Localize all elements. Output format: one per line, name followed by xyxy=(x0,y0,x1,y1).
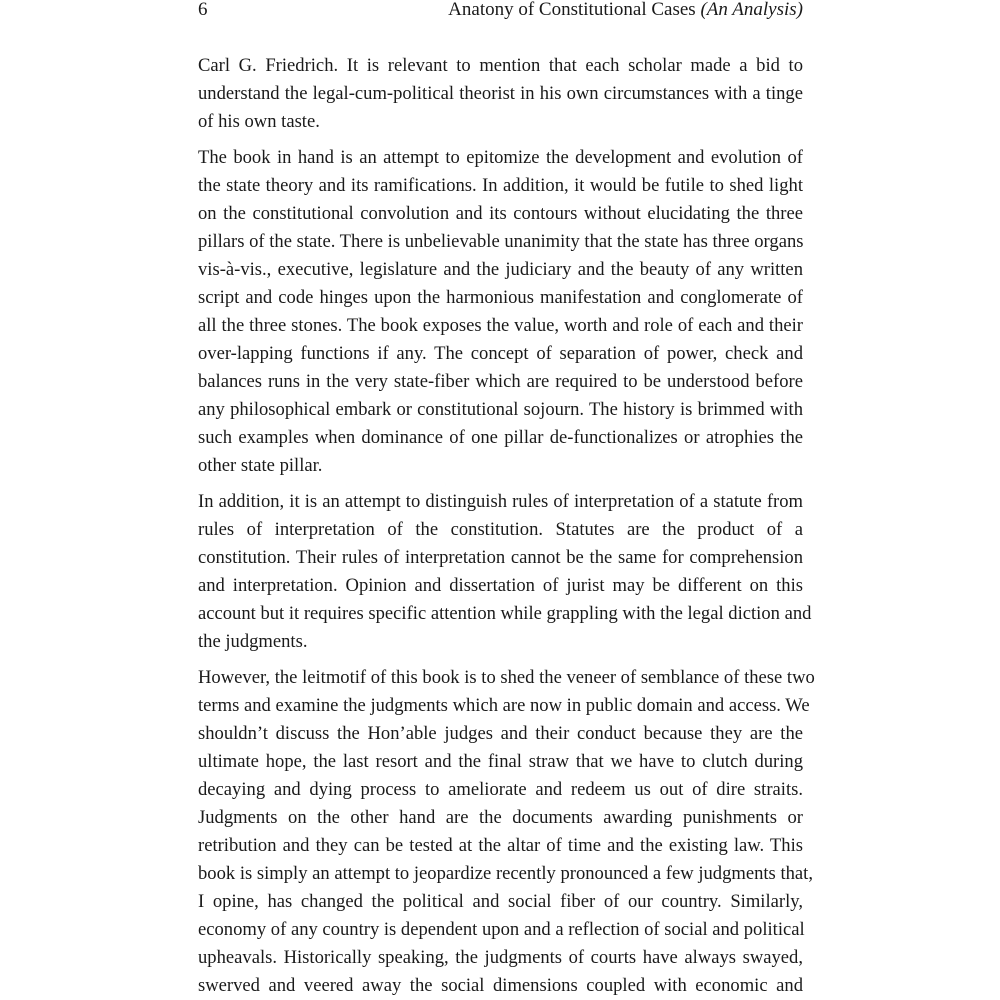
text-line: any philosophical embark or constitutional sojourn. The history is brimmed with xyxy=(198,399,803,420)
text-line: In addition, it is an attempt to distinguish rules of interpretation of a statute from xyxy=(198,491,803,512)
text-line: of his own taste. xyxy=(198,111,320,132)
text-line: such examples when dominance of one pillar de-functionalizes or atrophies the xyxy=(198,427,803,448)
text-line: economy of any country is dependent upon and a reflection of social and political xyxy=(198,919,805,940)
text-line: other state pillar. xyxy=(198,455,323,476)
text-line: terms and examine the judgments which are now in public domain and access. We xyxy=(198,695,810,716)
text-line: Judgments on the other hand are the documents awarding punishments or xyxy=(198,807,803,828)
text-line: I opine, has changed the political and social fiber of our country. Similarly, xyxy=(198,891,803,912)
text-line: vis-à-vis., executive, legislature and the judiciary and the beauty of any written xyxy=(198,259,803,280)
text-line: pillars of the state. There is unbelievable unanimity that the state has three organs xyxy=(198,231,804,252)
text-line: rules of interpretation of the constitution. Statutes are the product of a xyxy=(198,519,803,540)
text-line: constitution. Their rules of interpretation cannot be the same for comprehension xyxy=(198,547,803,568)
text-line: retribution and they can be tested at the altar of time and the existing law. This xyxy=(198,835,803,856)
text-line: shouldn’t discuss the Hon’able judges and their conduct because they are the xyxy=(198,723,803,744)
page-header xyxy=(198,0,803,24)
paragraph-1 xyxy=(198,52,803,136)
book-title: Anatony of Constitutional Cases xyxy=(448,0,701,20)
text-line: and interpretation. Opinion and dissertation of jurist may be different on this xyxy=(198,575,803,596)
text-line: swerved and veered away the social dimensions coupled with economic and xyxy=(198,975,803,996)
text-line: account but it requires specific attention while grappling with the legal diction and xyxy=(198,603,812,624)
running-title xyxy=(448,0,803,20)
text-line: all the three stones. The book exposes the value, worth and role of each and their xyxy=(198,315,803,336)
text-line: decaying and dying process to ameliorate and redeem us out of dire straits. xyxy=(198,779,803,800)
text-line: on the constitutional convolution and its contours without elucidating the three xyxy=(198,203,803,224)
text-line: script and code hinges upon the harmonious manifestation and conglomerate of xyxy=(198,287,803,308)
paragraph-2 xyxy=(198,144,803,480)
body-text xyxy=(198,52,815,1000)
text-line: over-lapping functions if any. The concept of separation of power, check and xyxy=(198,343,803,364)
paragraph-3 xyxy=(198,488,812,656)
text-line: The book in hand is an attempt to epitomize the development and evolution of xyxy=(198,147,803,168)
text-line: the state theory and its ramifications. In addition, it would be futile to shed light xyxy=(198,175,803,196)
text-line: understand the legal-cum-political theorist in his own circumstances with a tinge xyxy=(198,83,803,104)
text-line: ultimate hope, the last resort and the final straw that we have to clutch during xyxy=(198,751,803,772)
page-number: 6 xyxy=(198,0,208,20)
text-line: Carl G. Friedrich. It is relevant to mention that each scholar made a bid to xyxy=(198,55,803,76)
text-line: balances runs in the very state-fiber which are required to be understood before xyxy=(198,371,803,392)
paragraph-4 xyxy=(198,664,815,1000)
text-line: book is simply an attempt to jeopardize recently pronounced a few judgments that, xyxy=(198,863,813,884)
text-line: upheavals. Historically speaking, the judgments of courts have always swayed, xyxy=(198,947,803,968)
text-line: the judgments. xyxy=(198,631,308,652)
book-subtitle: (An Analysis) xyxy=(700,0,803,20)
text-line: However, the leitmotif of this book is to shed the veneer of semblance of these two xyxy=(198,667,815,688)
